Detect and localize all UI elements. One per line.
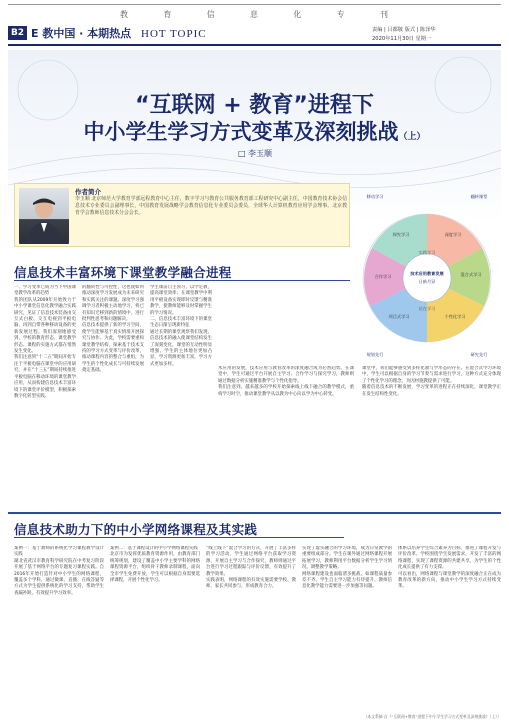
section1-col2: 的翻转性与可控性，这也使如何推动深度学习发展成为未来研究和实践关注的课题。深度学习强调学习者积极主动地学习，将已有知识迁移到新的情境中，进行批判性思考和问题解决。 信息技术提供了新的学习空间，使学生能够基于真实情境开展探究与协作。为此，学校需要重构课堂教学结构，探索基于技术支持的学习方式变革与评价改革，推动课程内容的整合与重组，为学生的个性化成长与可持续发展奠定基础。 bbox=[82, 285, 144, 374]
section2-col1: 案例一：基于教师的系统化学习课程教学设计实践 湖北省武汉市教育科学研究院在中考复习阶段开展了基于网络平台的专题复习课程实践。自2016年开始打造针对中小学生的网络课程，覆盖多个学科，通过微课、直播、在线答疑等方式为学生提供系统化的学习支持，帮助学生查漏补缺，有效提升学习效率。 bbox=[14, 546, 104, 596]
diagram-label: 规划先行 bbox=[366, 352, 384, 357]
section1-col5: 课堂中，我们能够感受到多样化教与学形态的存在。在混合式学习环境中，学生可以根据自身的学习节奏与需求进行学习，这种方式充分体现了个性化学习的理念，为因材施教提供了可能。 随着信息技术的不断发展，学习变革的进程正在持续深化，课堂教学正在发生结构性变化。 bbox=[362, 366, 501, 397]
section2-title: 信息技术助力下的中小学网络课程及其实践 bbox=[14, 522, 258, 537]
masthead-char: 息 bbox=[249, 10, 260, 19]
learning-diagram bbox=[353, 186, 501, 362]
diagram-label: 探究学习 bbox=[392, 232, 410, 237]
learning-diagram-svg bbox=[353, 186, 501, 362]
diagram-center-label-2: 日新月异 bbox=[418, 279, 436, 284]
masthead-rule bbox=[8, 44, 501, 46]
section1-title: 信息技术丰富环境下课堂教学融合进程 bbox=[14, 265, 232, 280]
section2-rule bbox=[14, 537, 344, 538]
section-code-badge: B2 bbox=[8, 26, 27, 40]
section-title-en: HOT TOPIC bbox=[141, 28, 207, 40]
masthead-char: 刊 bbox=[379, 10, 390, 19]
section2-col2: 案例二：基于课程设计的中小学网络课程实践 北京市为发挥优质教育资源作用，由教育部门统筹规划，建设了覆盖中小学主要学科的网络课程资源平台，组织骨干教师录制课程，面向全市学生免费开放，学生可以根据自身需要选择课程，开展个性化学习。 bbox=[110, 546, 200, 584]
author-photo bbox=[19, 188, 69, 244]
masthead-char: 教 bbox=[120, 10, 130, 19]
author-label: 作者简介 bbox=[75, 188, 101, 196]
diagram-center-label: 技术应用教育发展 bbox=[410, 271, 444, 276]
diagram-label: 翻转课堂 bbox=[470, 194, 488, 199]
headline-1: “互联网 + 教育”进程下 bbox=[135, 93, 374, 118]
section2-col5: 体系以培养学生综合素养为目标，推进了课程开发与评价改革。学校围绕学生发展需求，开发了丰富的网络课程，实现了课程资源的共建共享，为学生的个性化成长提供了有力支撑。 可以看出，网络课程与课堂教学的深度融合正在成为教育改革的新方向，推动中小学生学习方式持续变革。 bbox=[398, 546, 501, 590]
diagram-label: 合作学习 bbox=[374, 274, 392, 279]
footer-note: （本文系摘 自《“互联网+教育”进程下中小学生学习方式变革及深刻挑战》（上）） bbox=[363, 714, 501, 719]
diagram-label: 个性化学习 bbox=[444, 314, 466, 319]
diagram-label: 混合式学习 bbox=[460, 272, 482, 277]
byline: □ 李玉顺 bbox=[237, 149, 273, 158]
diagram-label: 项目式学习 bbox=[388, 314, 410, 319]
headline-2-wrap bbox=[20, 116, 489, 146]
diagram-label: 移动学习 bbox=[366, 194, 384, 199]
diagram-label: 研究先行 bbox=[470, 352, 488, 357]
masthead-char: 信 bbox=[206, 10, 217, 19]
headline-2: 中小学生学习方式变革及深刻挑战 bbox=[83, 120, 399, 144]
section1-rule bbox=[14, 280, 350, 281]
section2-col4: 实现了虚实融合的学习环境，成为日常教学的重要组成部分。学生在课外通过网络课程开展拓展学习，教师利用平台数据分析学生学习情况，调整教学策略。 网络课程建设也面临诸多挑战，如课程质量参差不齐、学生自主学习能力有待提升、教师信息化教学能力需要进一步加强等问题。 bbox=[302, 546, 392, 590]
date-line: 2020年11月30日 星期一 bbox=[372, 36, 432, 42]
section1-col3: 学生课前自主预习，以学定教，提高课堂效率；在课堂教学中利用平板设备实现即时反馈与精准教学，使教师能够及时掌握学生的学习情况。 二、信息技术丰富环境下的课堂生态日渐呈现新特征 通过长期的课堂观察我们发现，信息技术的融入使课堂结构发生了深刻变化，课堂的互动性明显增强，学生的主体地位更加凸显，学习资源更加丰富，学习方式更加多样。 bbox=[150, 285, 212, 367]
masthead-char: 化 bbox=[293, 10, 304, 19]
author-bio: 李玉顺 北京师范大学教育学部远程教育中心主任，数字学习与教育公共服务教育部工程研究中心副主任，中国教育技术协会信息技术专业委员会副理事长，中国教育发展战略学会教育信息化专业委员会委员，全球华人计算机教育应用学会理事，北京教育学会教师信息技术分会会长。 bbox=[75, 196, 347, 216]
section-title bbox=[31, 25, 207, 41]
diagram-label: 泛在学习 bbox=[418, 306, 436, 311]
person-icon bbox=[19, 188, 69, 244]
masthead-char: 育 bbox=[163, 10, 174, 19]
diagram-label: 深度学习 bbox=[444, 232, 462, 237]
section-title-prefix: E 教中国 · 本期热点 bbox=[31, 27, 132, 40]
diagram-label: 实践学习 bbox=[418, 250, 436, 255]
headline-2-suffix: （上） bbox=[398, 132, 426, 142]
masthead-top-line bbox=[8, 4, 501, 5]
section2-col3: “线上线下”混合学习的方式，开展了丰富多样的学习活动，学生通过网络平台获取学习资源，开展自主学习与合作探究，教师则通过平台进行学习过程跟踪与评价反馈，有效提升了教学效果。 实践表明，网络课程的有效实施需要学校、教师、家长共同参与，形成教育合力。 bbox=[206, 546, 296, 590]
section-divider bbox=[8, 512, 501, 514]
masthead-char: 专 bbox=[336, 10, 347, 19]
masthead bbox=[0, 0, 509, 48]
section1-col1: 一、学习变革已成为当下中国课堂教学改革的趋势 我的团队从2009年开始致力于中小学课堂信息化教学融合实践研究，见证了信息技术装备由交互式白板、交互电视到平板电脑、再到自带各种移动设备的更新发展过程。我们深刻地感受到，学校的教育形态、课堂教学形态、课程的实施方式都在悄然发生变化。 我们注意到“十二五”期间开始专注于平板电脑在课堂中的应用研究，并在“十三五”期间持续推进平板电脑在移动环境的课堂教学应用，从而构建信息技术丰富环境下的课堂评价模型，积极探索数字化转型实践。 bbox=[14, 285, 76, 399]
masthead-chars bbox=[120, 9, 390, 20]
author-box bbox=[14, 183, 350, 247]
section1-col4: 术应用的发展，技术应用与教育改革的深度融合成为必然趋势。在课堂中，学生可通过平台开展自主学习、合作学习与探究学习，教师则通过数据分析实施精准教学与个性化指导。 我们注意到，越来越多的学校开始探索线上线下融合的教学模式，重构学习时空，推动课堂教学从以教为中心向以学为中心转变。 bbox=[218, 366, 354, 397]
editor-line: 责编 | 吕都敬 版式 | 陈泽华 bbox=[372, 27, 436, 33]
